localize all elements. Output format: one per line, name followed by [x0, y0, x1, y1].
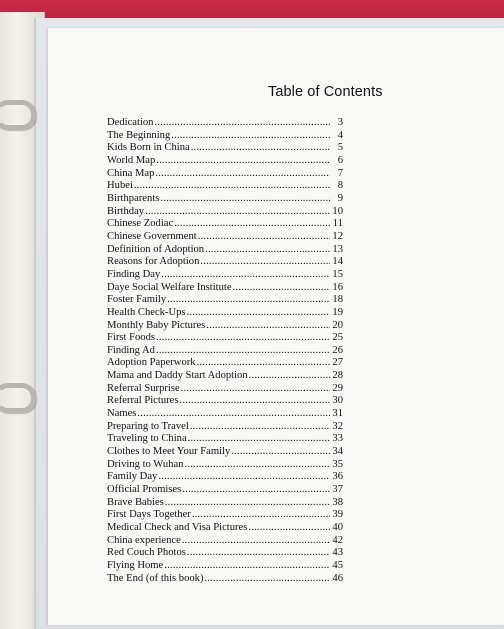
toc-entry	[107, 282, 343, 295]
toc-entry-page-number: 40	[332, 522, 343, 533]
toc-entry	[107, 535, 343, 548]
toc-entry-label: Referral Surprise	[107, 382, 180, 394]
toc-entry-page-number: 14	[332, 256, 343, 268]
toc-entry	[107, 320, 343, 333]
toc-entry	[107, 509, 343, 522]
toc-dot-leader	[179, 395, 330, 408]
toc-entry-page-number: 39	[332, 509, 343, 521]
toc-entry	[107, 547, 343, 560]
toc-entry-label: First Foods	[107, 332, 155, 344]
toc-dot-leader	[181, 383, 330, 396]
toc-entry-label: Official Promises	[107, 484, 182, 496]
toc-entry	[107, 357, 343, 370]
toc-entry	[107, 269, 343, 282]
toc-entry-page-number: 28	[332, 370, 343, 382]
toc-page	[48, 28, 504, 625]
toc-entry-page-number: 18	[332, 294, 343, 306]
toc-entry-label: Adoption Paperwork	[107, 357, 196, 369]
toc-entry-page-number: 8	[337, 180, 343, 192]
toc-dot-leader	[134, 180, 330, 193]
toc-entry-page-number: 38	[332, 496, 343, 508]
toc-dot-leader	[187, 547, 330, 560]
toc-entry	[107, 459, 343, 472]
toc-dot-leader	[154, 117, 330, 130]
toc-dot-leader	[188, 433, 330, 446]
toc-entry-page-number: 12	[332, 230, 343, 242]
toc-dot-leader	[156, 345, 330, 358]
toc-dot-leader	[182, 484, 330, 497]
toc-dot-leader	[160, 193, 330, 206]
toc-entry-page-number: 27	[332, 357, 343, 369]
toc-dot-leader	[156, 332, 330, 345]
toc-entry-label: Names	[107, 408, 137, 420]
toc-entry-label: Clothes to Meet Your Family	[107, 446, 231, 458]
toc-entry-page-number: 31	[332, 408, 343, 420]
toc-entry-label: Referral Pictures	[107, 395, 179, 407]
toc-entry	[107, 522, 343, 535]
toc-entry-page-number: 29	[332, 382, 343, 394]
toc-entry-label: China experience	[107, 534, 181, 546]
toc-entry-label: Brave Babies	[107, 496, 164, 508]
toc-entry	[107, 383, 343, 396]
toc-entry	[107, 294, 343, 307]
toc-entry-page-number: 3	[337, 117, 343, 128]
toc-entry-page-number: 9	[337, 192, 343, 204]
toc-dot-leader	[192, 509, 330, 522]
toc-dot-leader	[161, 269, 330, 282]
toc-dot-leader	[184, 459, 330, 472]
toc-entry-label: Reasons for Adoption	[107, 256, 200, 268]
toc-dot-leader	[145, 206, 330, 219]
toc-dot-leader	[167, 294, 330, 307]
toc-dot-leader	[248, 522, 330, 535]
toc-entry-label: Finding Ad	[107, 344, 155, 356]
toc-entry	[107, 484, 343, 497]
toc-dot-leader	[182, 535, 330, 548]
toc-entry-label: Red Couch Photos	[107, 547, 186, 559]
toc-entry-label: Medical Check and Visa Pictures	[107, 522, 248, 533]
toc-entry	[107, 231, 343, 244]
toc-entry	[107, 446, 343, 459]
toc-entry	[107, 155, 343, 168]
toc-entry-label: Dedication	[107, 117, 154, 128]
toc-dot-leader	[164, 560, 330, 573]
toc-entry	[107, 471, 343, 484]
toc-entry-page-number: 25	[332, 332, 343, 344]
toc-entry-label: Hubei	[107, 180, 133, 192]
toc-entry	[107, 345, 343, 358]
toc-entry	[107, 168, 343, 181]
toc-dot-leader	[158, 471, 330, 484]
toc-entry	[107, 408, 343, 421]
toc-entry-page-number: 4	[337, 129, 343, 141]
toc-dot-leader	[198, 231, 330, 244]
toc-dot-leader	[200, 256, 330, 269]
toc-dot-leader	[191, 142, 330, 155]
toc-dot-leader	[171, 130, 330, 143]
toc-dot-leader	[137, 408, 330, 421]
toc-entry-page-number: 26	[332, 344, 343, 356]
toc-dot-leader	[187, 307, 330, 320]
toc-entry-label: The Beginning	[107, 129, 171, 141]
toc-entry-page-number: 7	[337, 167, 343, 179]
toc-dot-leader	[205, 244, 330, 257]
toc-dot-leader	[205, 573, 330, 586]
toc-dot-leader	[249, 370, 330, 383]
toc-entry-label: World Map	[107, 154, 156, 166]
toc-entry-label: Foster Family	[107, 294, 167, 306]
toc-entry-label: Mama and Daddy Start Adoption	[107, 370, 248, 382]
toc-entry-page-number: 30	[332, 395, 343, 407]
toc-entry	[107, 573, 343, 586]
toc-entry-label: Kids Born in China	[107, 142, 190, 154]
toc-entry-label: Chinese Government	[107, 230, 197, 242]
toc-entry-page-number: 33	[332, 433, 343, 445]
toc-dot-leader	[231, 446, 330, 459]
toc-entry-page-number: 11	[332, 218, 343, 230]
toc-entry-label: Traveling to China	[107, 433, 187, 445]
toc-entry-label: Finding Day	[107, 268, 161, 280]
toc-entry	[107, 256, 343, 269]
toc-dot-leader	[233, 282, 330, 295]
toc-entry-page-number: 36	[332, 471, 343, 483]
toc-entry	[107, 218, 343, 231]
toc-entry	[107, 433, 343, 446]
toc-entry-page-number: 16	[332, 281, 343, 293]
toc-dot-leader	[197, 357, 330, 370]
toc-dot-leader	[155, 168, 330, 181]
toc-entry-label: First Days Together	[107, 509, 191, 521]
toc-entry-label: Driving to Wuhan	[107, 458, 184, 470]
toc-entry-label: Preparing to Travel	[107, 420, 189, 432]
toc-entry-label: Monthly Baby Pictures	[107, 319, 206, 331]
toc-entry-page-number: 19	[332, 306, 343, 318]
binder-ring-top	[0, 100, 36, 130]
toc-entry-page-number: 42	[332, 534, 343, 546]
toc-entry-label: China Map	[107, 167, 155, 179]
toc-dot-leader	[206, 320, 330, 333]
toc-entry	[107, 130, 343, 143]
toc-entry-page-number: 10	[332, 205, 343, 217]
toc-entry-label: Flying Home	[107, 559, 164, 571]
toc-entry-page-number: 46	[332, 572, 343, 584]
toc-entry-label: Birthday	[107, 205, 145, 217]
toc-entry-page-number: 37	[332, 484, 343, 496]
toc-entry	[107, 117, 343, 130]
toc-dot-leader	[165, 497, 330, 510]
toc-dot-leader	[190, 421, 330, 434]
toc-entry	[107, 180, 343, 193]
toc-entry-label: Family Day	[107, 471, 158, 483]
toc-entry-label: Birthparents	[107, 192, 160, 204]
toc-entry	[107, 421, 343, 434]
toc-entry	[107, 560, 343, 573]
toc-entry-label: Definition of Adoption	[107, 243, 205, 255]
toc-entry-label: Daye Social Welfare Institute	[107, 281, 232, 293]
toc-entry-page-number: 5	[337, 142, 343, 154]
toc-list	[107, 117, 343, 585]
toc-entry-page-number: 35	[332, 458, 343, 470]
toc-title: Table of Contents	[268, 84, 383, 100]
toc-entry	[107, 193, 343, 206]
toc-entry-page-number: 6	[337, 154, 343, 166]
toc-entry-page-number: 32	[332, 420, 343, 432]
toc-entry-label: Chinese Zodiac	[107, 218, 174, 230]
binder-ring-bottom	[0, 383, 36, 413]
toc-entry-page-number: 20	[332, 319, 343, 331]
toc-entry-page-number: 43	[332, 547, 343, 559]
toc-entry-page-number: 34	[332, 446, 343, 458]
toc-entry	[107, 497, 343, 510]
toc-entry	[107, 244, 343, 257]
toc-entry	[107, 206, 343, 219]
toc-entry-page-number: 15	[332, 268, 343, 280]
toc-entry-page-number: 13	[332, 243, 343, 255]
toc-entry	[107, 395, 343, 408]
toc-entry	[107, 370, 343, 383]
toc-entry	[107, 142, 343, 155]
toc-entry	[107, 307, 343, 320]
toc-entry	[107, 332, 343, 345]
toc-entry-label: The End (of this book)	[107, 572, 204, 584]
toc-dot-leader	[156, 155, 330, 168]
toc-entry-label: Health Check-Ups	[107, 306, 186, 318]
toc-entry-page-number: 45	[332, 559, 343, 571]
toc-dot-leader	[174, 218, 330, 231]
